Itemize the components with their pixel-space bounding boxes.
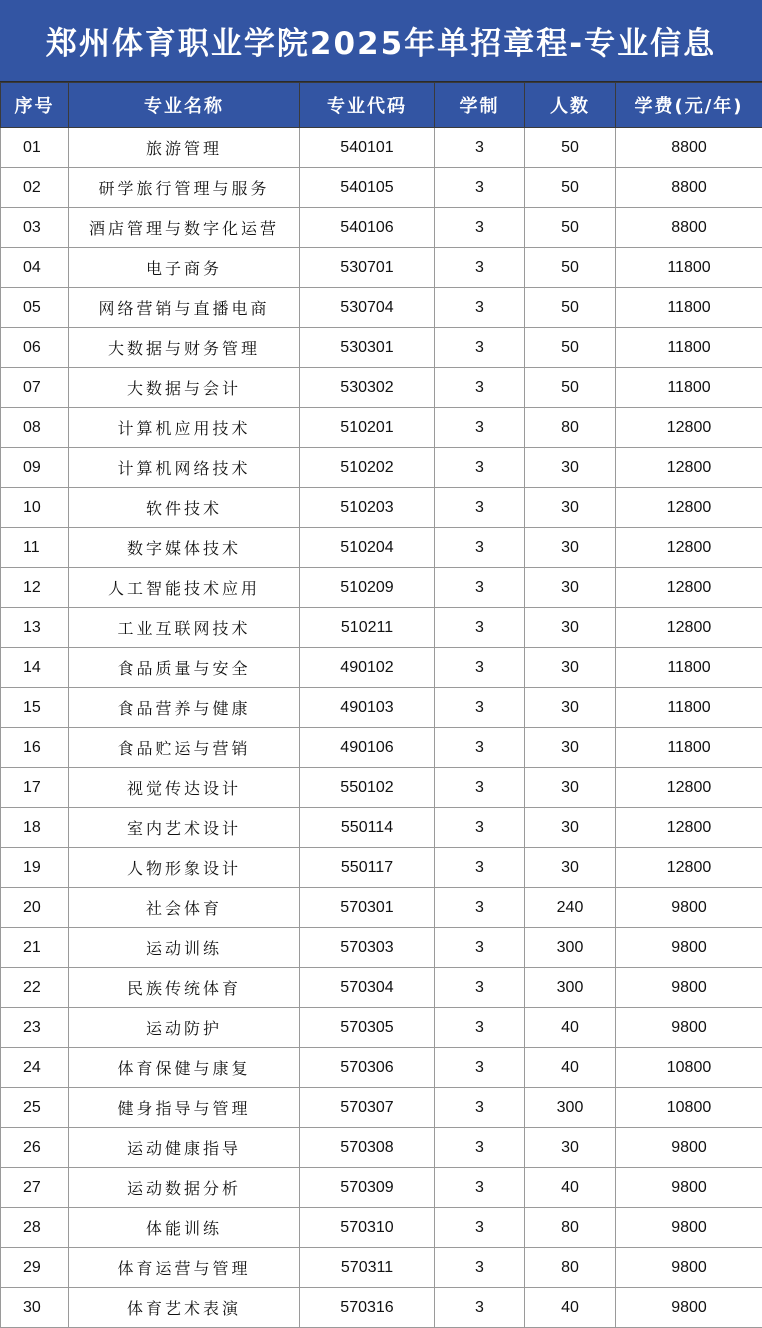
table-row xyxy=(1,848,762,888)
duration-years: 3 xyxy=(435,248,525,288)
major-code: 530701 xyxy=(300,248,435,288)
tuition-fee: 8800 xyxy=(616,128,762,168)
table-row xyxy=(1,688,762,728)
enrollment-count: 30 xyxy=(525,728,616,768)
table-row xyxy=(1,1128,762,1168)
major-code: 540106 xyxy=(300,208,435,248)
header-duration: 学制 xyxy=(435,83,525,128)
table-row xyxy=(1,1088,762,1128)
row-index: 03 xyxy=(1,208,69,248)
tuition-fee: 10800 xyxy=(616,1088,762,1128)
duration-years: 3 xyxy=(435,488,525,528)
page-title: 郑州体育职业学院2025年单招章程-专业信息 xyxy=(0,0,762,82)
duration-years: 3 xyxy=(435,808,525,848)
duration-years: 3 xyxy=(435,648,525,688)
duration-years: 3 xyxy=(435,1168,525,1208)
header-enrollment: 人数 xyxy=(525,83,616,128)
major-name: 人工智能技术应用 xyxy=(69,568,300,608)
major-name: 运动健康指导 xyxy=(69,1128,300,1168)
enrollment-count: 30 xyxy=(525,808,616,848)
tuition-fee: 9800 xyxy=(616,1128,762,1168)
table-row xyxy=(1,648,762,688)
major-name: 大数据与财务管理 xyxy=(69,328,300,368)
row-index: 02 xyxy=(1,168,69,208)
duration-years: 3 xyxy=(435,1248,525,1288)
major-code: 570316 xyxy=(300,1288,435,1328)
row-index: 07 xyxy=(1,368,69,408)
table-row xyxy=(1,528,762,568)
major-code: 510202 xyxy=(300,448,435,488)
major-code: 490103 xyxy=(300,688,435,728)
tuition-fee: 11800 xyxy=(616,248,762,288)
table-row xyxy=(1,968,762,1008)
duration-years: 3 xyxy=(435,608,525,648)
duration-years: 3 xyxy=(435,328,525,368)
major-name: 体育艺术表演 xyxy=(69,1288,300,1328)
duration-years: 3 xyxy=(435,1288,525,1328)
major-code: 570308 xyxy=(300,1128,435,1168)
table-row xyxy=(1,488,762,528)
table-row xyxy=(1,408,762,448)
enrollment-count: 40 xyxy=(525,1008,616,1048)
row-index: 23 xyxy=(1,1008,69,1048)
table-row xyxy=(1,728,762,768)
enrollment-count: 30 xyxy=(525,688,616,728)
major-name: 体能训练 xyxy=(69,1208,300,1248)
row-index: 21 xyxy=(1,928,69,968)
table-body xyxy=(1,128,762,1328)
row-index: 15 xyxy=(1,688,69,728)
row-index: 08 xyxy=(1,408,69,448)
enrollment-count: 50 xyxy=(525,328,616,368)
tuition-fee: 11800 xyxy=(616,728,762,768)
row-index: 11 xyxy=(1,528,69,568)
enrollment-count: 50 xyxy=(525,288,616,328)
tuition-fee: 12800 xyxy=(616,488,762,528)
row-index: 04 xyxy=(1,248,69,288)
major-name: 室内艺术设计 xyxy=(69,808,300,848)
table-row xyxy=(1,808,762,848)
enrollment-count: 240 xyxy=(525,888,616,928)
enrollment-count: 300 xyxy=(525,928,616,968)
major-code: 530302 xyxy=(300,368,435,408)
enrollment-count: 30 xyxy=(525,1128,616,1168)
row-index: 16 xyxy=(1,728,69,768)
table-row xyxy=(1,1048,762,1088)
major-name: 软件技术 xyxy=(69,488,300,528)
major-code: 570310 xyxy=(300,1208,435,1248)
major-code: 570307 xyxy=(300,1088,435,1128)
major-code: 570309 xyxy=(300,1168,435,1208)
table-row xyxy=(1,328,762,368)
major-name: 数字媒体技术 xyxy=(69,528,300,568)
enrollment-count: 50 xyxy=(525,168,616,208)
tuition-fee: 11800 xyxy=(616,328,762,368)
row-index: 25 xyxy=(1,1088,69,1128)
major-code: 550114 xyxy=(300,808,435,848)
row-index: 18 xyxy=(1,808,69,848)
major-name: 运动数据分析 xyxy=(69,1168,300,1208)
major-name: 大数据与会计 xyxy=(69,368,300,408)
major-code: 540101 xyxy=(300,128,435,168)
duration-years: 3 xyxy=(435,768,525,808)
tuition-fee: 12800 xyxy=(616,568,762,608)
tuition-fee: 9800 xyxy=(616,1248,762,1288)
enrollment-count: 30 xyxy=(525,448,616,488)
header-row xyxy=(1,83,762,128)
enrollment-count: 80 xyxy=(525,1208,616,1248)
enrollment-count: 30 xyxy=(525,648,616,688)
row-index: 19 xyxy=(1,848,69,888)
major-name: 社会体育 xyxy=(69,888,300,928)
major-name: 电子商务 xyxy=(69,248,300,288)
duration-years: 3 xyxy=(435,688,525,728)
duration-years: 3 xyxy=(435,1008,525,1048)
enrollment-count: 30 xyxy=(525,848,616,888)
enrollment-count: 40 xyxy=(525,1288,616,1328)
duration-years: 3 xyxy=(435,1128,525,1168)
table-row xyxy=(1,248,762,288)
tuition-fee: 11800 xyxy=(616,368,762,408)
row-index: 14 xyxy=(1,648,69,688)
duration-years: 3 xyxy=(435,208,525,248)
major-name: 酒店管理与数字化运营 xyxy=(69,208,300,248)
row-index: 06 xyxy=(1,328,69,368)
major-name: 健身指导与管理 xyxy=(69,1088,300,1128)
major-name: 人物形象设计 xyxy=(69,848,300,888)
major-code: 510204 xyxy=(300,528,435,568)
tuition-fee: 11800 xyxy=(616,688,762,728)
major-code: 510201 xyxy=(300,408,435,448)
table-row xyxy=(1,1288,762,1328)
major-name: 民族传统体育 xyxy=(69,968,300,1008)
tuition-fee: 9800 xyxy=(616,1208,762,1248)
major-name: 运动防护 xyxy=(69,1008,300,1048)
table-row xyxy=(1,1008,762,1048)
table-row xyxy=(1,1208,762,1248)
duration-years: 3 xyxy=(435,968,525,1008)
major-name: 体育保健与康复 xyxy=(69,1048,300,1088)
major-code: 540105 xyxy=(300,168,435,208)
major-name: 研学旅行管理与服务 xyxy=(69,168,300,208)
duration-years: 3 xyxy=(435,528,525,568)
tuition-fee: 9800 xyxy=(616,1008,762,1048)
row-index: 20 xyxy=(1,888,69,928)
tuition-fee: 11800 xyxy=(616,648,762,688)
major-code: 570305 xyxy=(300,1008,435,1048)
major-code: 570311 xyxy=(300,1248,435,1288)
major-code: 490102 xyxy=(300,648,435,688)
table-row xyxy=(1,288,762,328)
duration-years: 3 xyxy=(435,888,525,928)
header-index: 序号 xyxy=(1,83,69,128)
enrollment-count: 300 xyxy=(525,1088,616,1128)
tuition-fee: 12800 xyxy=(616,448,762,488)
row-index: 24 xyxy=(1,1048,69,1088)
table-row xyxy=(1,1168,762,1208)
header-tuition: 学费(元/年) xyxy=(616,83,762,128)
table-row xyxy=(1,208,762,248)
duration-years: 3 xyxy=(435,848,525,888)
major-name: 食品质量与安全 xyxy=(69,648,300,688)
tuition-fee: 9800 xyxy=(616,928,762,968)
table-row xyxy=(1,608,762,648)
duration-years: 3 xyxy=(435,368,525,408)
table-row xyxy=(1,928,762,968)
row-index: 30 xyxy=(1,1288,69,1328)
table-row xyxy=(1,768,762,808)
duration-years: 3 xyxy=(435,568,525,608)
enrollment-count: 30 xyxy=(525,768,616,808)
row-index: 13 xyxy=(1,608,69,648)
table-row xyxy=(1,368,762,408)
major-name: 食品营养与健康 xyxy=(69,688,300,728)
duration-years: 3 xyxy=(435,1048,525,1088)
tuition-fee: 12800 xyxy=(616,768,762,808)
tuition-fee: 12800 xyxy=(616,808,762,848)
duration-years: 3 xyxy=(435,128,525,168)
duration-years: 3 xyxy=(435,728,525,768)
major-code: 510209 xyxy=(300,568,435,608)
tuition-fee: 12800 xyxy=(616,848,762,888)
tuition-fee: 8800 xyxy=(616,208,762,248)
enrollment-count: 30 xyxy=(525,568,616,608)
row-index: 27 xyxy=(1,1168,69,1208)
tuition-fee: 12800 xyxy=(616,608,762,648)
row-index: 05 xyxy=(1,288,69,328)
tuition-fee: 9800 xyxy=(616,968,762,1008)
enrollment-count: 50 xyxy=(525,248,616,288)
enrollment-count: 30 xyxy=(525,488,616,528)
major-name: 体育运营与管理 xyxy=(69,1248,300,1288)
table-header xyxy=(1,83,762,128)
table-row xyxy=(1,888,762,928)
major-code: 510203 xyxy=(300,488,435,528)
row-index: 01 xyxy=(1,128,69,168)
enrollment-count: 300 xyxy=(525,968,616,1008)
row-index: 26 xyxy=(1,1128,69,1168)
tuition-fee: 9800 xyxy=(616,1288,762,1328)
row-index: 29 xyxy=(1,1248,69,1288)
major-name: 旅游管理 xyxy=(69,128,300,168)
row-index: 12 xyxy=(1,568,69,608)
major-name: 食品贮运与营销 xyxy=(69,728,300,768)
duration-years: 3 xyxy=(435,1208,525,1248)
major-code: 550102 xyxy=(300,768,435,808)
major-code: 570303 xyxy=(300,928,435,968)
duration-years: 3 xyxy=(435,288,525,328)
duration-years: 3 xyxy=(435,1088,525,1128)
duration-years: 3 xyxy=(435,168,525,208)
enrollment-count: 50 xyxy=(525,208,616,248)
major-code: 570301 xyxy=(300,888,435,928)
header-major-code: 专业代码 xyxy=(300,83,435,128)
enrollment-count: 30 xyxy=(525,608,616,648)
major-code: 550117 xyxy=(300,848,435,888)
tuition-fee: 12800 xyxy=(616,528,762,568)
enrollment-count: 30 xyxy=(525,528,616,568)
major-code: 570304 xyxy=(300,968,435,1008)
tuition-fee: 8800 xyxy=(616,168,762,208)
duration-years: 3 xyxy=(435,448,525,488)
table-row xyxy=(1,568,762,608)
duration-years: 3 xyxy=(435,928,525,968)
row-index: 09 xyxy=(1,448,69,488)
enrollment-count: 40 xyxy=(525,1168,616,1208)
header-major-name: 专业名称 xyxy=(69,83,300,128)
major-name: 运动训练 xyxy=(69,928,300,968)
row-index: 28 xyxy=(1,1208,69,1248)
row-index: 22 xyxy=(1,968,69,1008)
enrollment-count: 80 xyxy=(525,408,616,448)
table-row xyxy=(1,1248,762,1288)
tuition-fee: 11800 xyxy=(616,288,762,328)
tuition-fee: 9800 xyxy=(616,888,762,928)
row-index: 10 xyxy=(1,488,69,528)
tuition-fee: 10800 xyxy=(616,1048,762,1088)
enrollment-count: 80 xyxy=(525,1248,616,1288)
major-name: 网络营销与直播电商 xyxy=(69,288,300,328)
row-index: 17 xyxy=(1,768,69,808)
table-row xyxy=(1,128,762,168)
table-row xyxy=(1,448,762,488)
majors-table xyxy=(0,82,762,1328)
major-code: 570306 xyxy=(300,1048,435,1088)
tuition-fee: 9800 xyxy=(616,1168,762,1208)
major-name: 视觉传达设计 xyxy=(69,768,300,808)
enrollment-count: 40 xyxy=(525,1048,616,1088)
major-code: 530704 xyxy=(300,288,435,328)
enrollment-count: 50 xyxy=(525,368,616,408)
tuition-fee: 12800 xyxy=(616,408,762,448)
major-code: 490106 xyxy=(300,728,435,768)
table-row xyxy=(1,168,762,208)
duration-years: 3 xyxy=(435,408,525,448)
major-code: 530301 xyxy=(300,328,435,368)
enrollment-count: 50 xyxy=(525,128,616,168)
major-code: 510211 xyxy=(300,608,435,648)
major-name: 工业互联网技术 xyxy=(69,608,300,648)
major-name: 计算机应用技术 xyxy=(69,408,300,448)
major-name: 计算机网络技术 xyxy=(69,448,300,488)
